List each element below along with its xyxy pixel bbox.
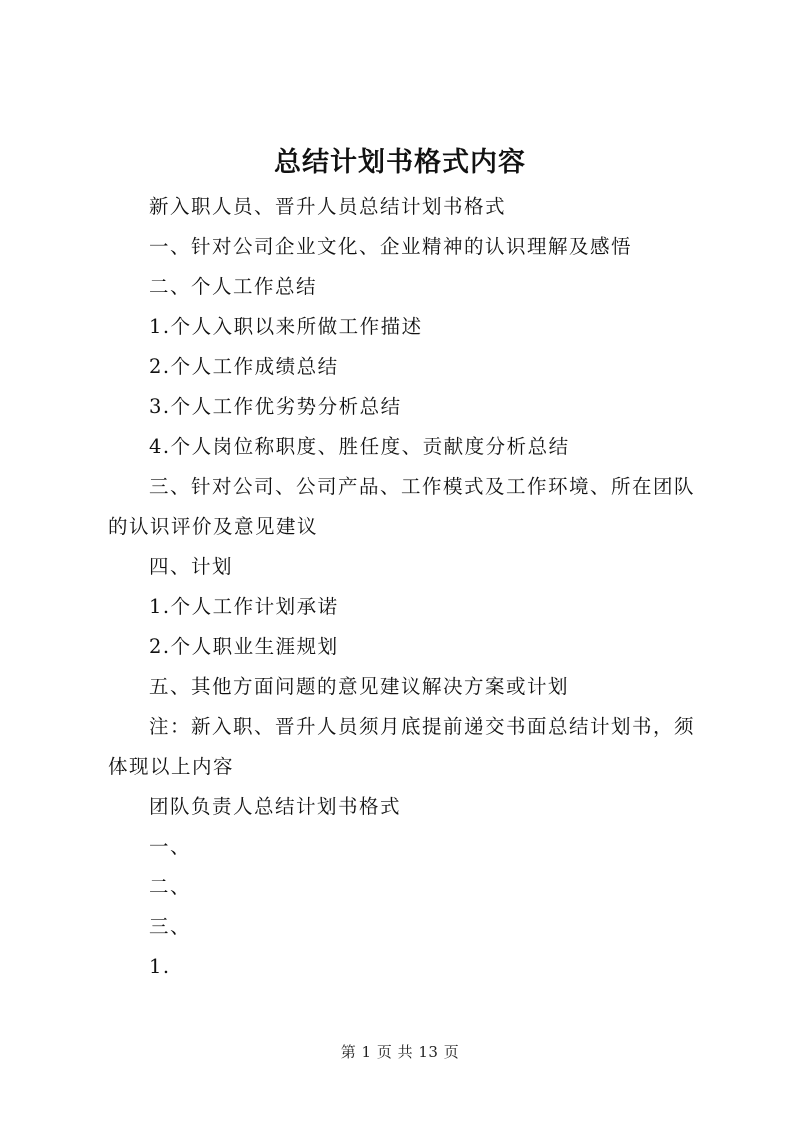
paragraph: 一、: [149, 835, 192, 858]
document-title: 总结计划书格式内容: [274, 147, 526, 178]
paragraph: 一、针对公司企业文化、企业精神的认识理解及感悟: [149, 235, 633, 258]
paragraph: 3.个人工作优劣势分析总结: [149, 395, 402, 418]
paragraph: 三、针对公司、公司产品、工作模式及工作环境、所在团队的认识评价及意见建议: [108, 475, 696, 538]
paragraph: 1.个人入职以来所做工作描述: [149, 315, 423, 338]
page-footer: 第 1 页 共 13 页: [340, 1043, 460, 1061]
paragraph: 二、: [149, 875, 192, 898]
paragraph: 1.: [149, 955, 171, 978]
paragraph: 四、计划: [149, 555, 234, 578]
paragraph: 五、其他方面问题的意见建议解决方案或计划: [149, 675, 570, 698]
paragraph: 注：新入职、晋升人员须月底提前递交书面总结计划书，须体现以上内容: [108, 715, 696, 778]
paragraph: 2.个人职业生涯规划: [149, 635, 339, 658]
paragraph: 团队负责人总结计划书格式: [149, 795, 402, 818]
paragraph: 4.个人岗位称职度、胜任度、贡献度分析总结: [149, 435, 570, 458]
document-body: [108, 187, 700, 987]
paragraph: 三、: [149, 915, 192, 938]
paragraph: 新入职人员、晋升人员总结计划书格式: [149, 195, 507, 218]
paragraph: 1.个人工作计划承诺: [149, 595, 339, 618]
paragraph: 2.个人工作成绩总结: [149, 355, 339, 378]
paragraph: 二、个人工作总结: [149, 275, 318, 298]
